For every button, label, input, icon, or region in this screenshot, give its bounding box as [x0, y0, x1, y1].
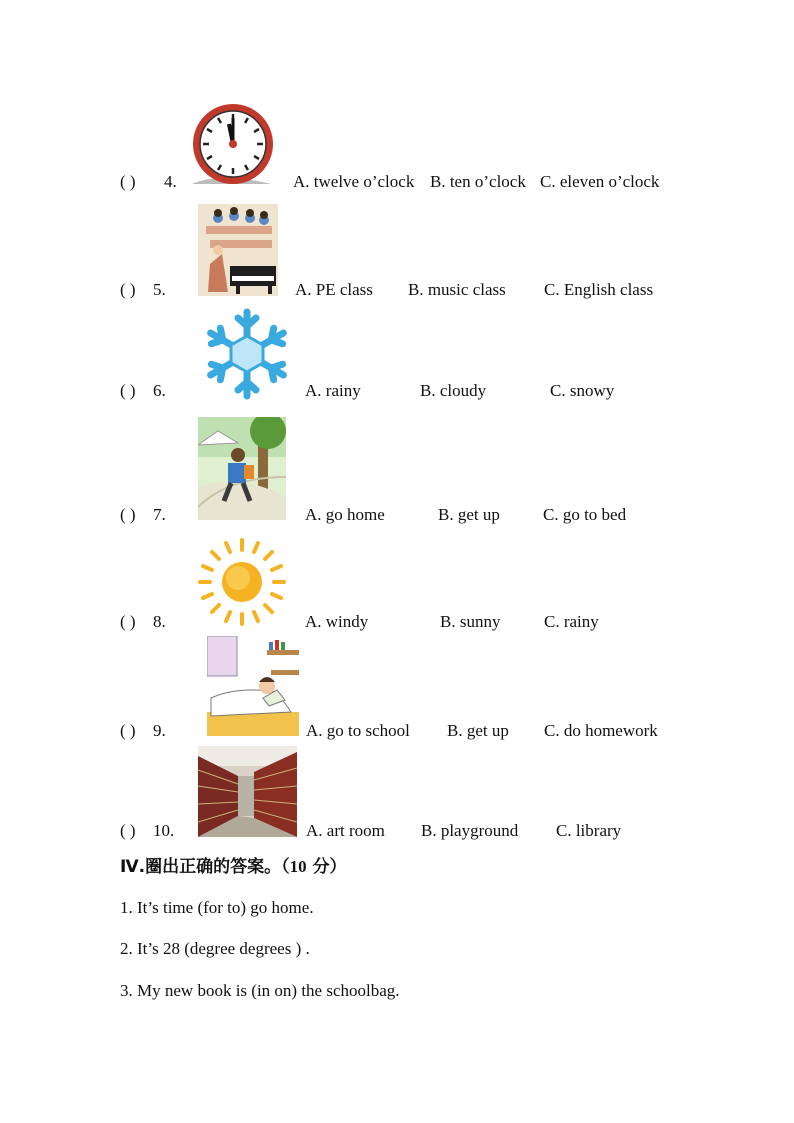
- question-number: 7.: [153, 505, 166, 524]
- option-b[interactable]: B. playground: [421, 821, 519, 840]
- option-a[interactable]: A. rainy: [305, 381, 361, 400]
- answer-paren[interactable]: ( ): [120, 172, 136, 191]
- option-b[interactable]: B. music class: [408, 280, 506, 299]
- music-classroom-image: [198, 204, 278, 296]
- option-b[interactable]: B. get up: [438, 505, 500, 524]
- answer-paren[interactable]: ( ): [120, 821, 136, 840]
- library-shelves-image: [198, 746, 297, 837]
- section-score: 10: [289, 857, 307, 876]
- option-c[interactable]: C. library: [556, 821, 622, 840]
- section-heading-text: Ⅳ.圈出正确的答案。（: [120, 857, 290, 877]
- answer-paren[interactable]: ( ): [120, 381, 136, 400]
- choice-line-1[interactable]: 1. It’s time (for to) go home.: [120, 898, 314, 917]
- question-number: 5.: [153, 280, 166, 299]
- clock-icon: [188, 102, 276, 188]
- option-a[interactable]: A. art room: [306, 821, 385, 840]
- option-b[interactable]: B. get up: [447, 721, 509, 740]
- boy-in-bed-image: [207, 636, 299, 736]
- choice-line-2[interactable]: 2. It’s 28 (degree degrees ) .: [120, 939, 310, 958]
- question-number: 8.: [153, 612, 166, 631]
- answer-paren[interactable]: ( ): [120, 280, 136, 299]
- question-number: 6.: [153, 381, 166, 400]
- boy-walking-image: [198, 417, 286, 520]
- option-c[interactable]: C. go to bed: [543, 505, 627, 524]
- option-b[interactable]: B. cloudy: [420, 381, 487, 400]
- choice-line-3[interactable]: 3. My new book is (in on) the schoolbag.: [120, 981, 400, 1000]
- option-c[interactable]: C. eleven o’clock: [540, 172, 660, 191]
- option-b[interactable]: B. ten o’clock: [430, 172, 526, 191]
- option-c[interactable]: C. snowy: [550, 381, 615, 400]
- option-a[interactable]: A. PE class: [295, 280, 373, 299]
- snowflake-icon: [197, 308, 297, 400]
- option-a[interactable]: A. windy: [305, 612, 369, 631]
- answer-paren[interactable]: ( ): [120, 505, 136, 524]
- section-heading-end: 分）: [306, 857, 347, 877]
- answer-paren[interactable]: ( ): [120, 612, 136, 631]
- answer-paren[interactable]: ( ): [120, 721, 136, 740]
- option-c[interactable]: C. English class: [544, 280, 654, 299]
- section-heading: [120, 852, 347, 877]
- option-c[interactable]: C. rainy: [544, 612, 599, 631]
- option-c[interactable]: C. do homework: [544, 721, 658, 740]
- sun-icon: [196, 536, 288, 628]
- question-number: 10.: [153, 821, 175, 840]
- option-a[interactable]: A. twelve o’clock: [293, 172, 415, 191]
- question-number: 4.: [164, 172, 177, 191]
- option-b[interactable]: B. sunny: [440, 612, 501, 631]
- question-number: 9.: [153, 721, 166, 740]
- option-a[interactable]: A. go home: [305, 505, 385, 524]
- option-a[interactable]: A. go to school: [306, 721, 410, 740]
